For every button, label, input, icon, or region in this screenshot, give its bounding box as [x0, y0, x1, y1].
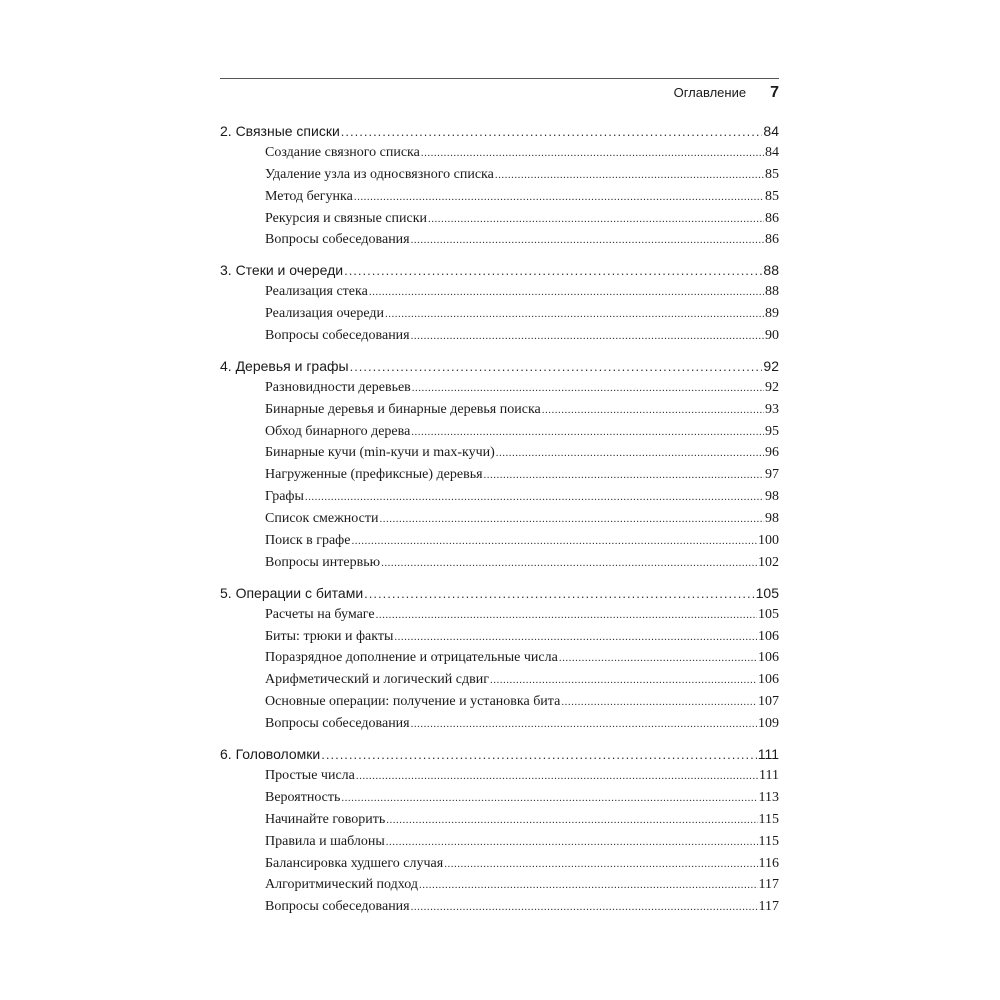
section-title: Создание связного списка	[265, 144, 420, 160]
dot-leader	[495, 169, 764, 181]
section-title: Арифметический и логический сдвиг	[265, 672, 489, 688]
dot-leader	[386, 814, 757, 826]
toc-chapter-entry[interactable]	[220, 358, 779, 380]
dot-leader	[354, 191, 764, 203]
section-page-number: 116	[758, 855, 779, 871]
dot-leader	[386, 836, 758, 848]
section-page-number: 97	[765, 467, 779, 483]
dot-leader	[385, 308, 764, 320]
toc-section-entry[interactable]	[220, 555, 779, 577]
section-page-number: 102	[758, 554, 779, 570]
toc-section-entry[interactable]	[220, 812, 779, 834]
section-page-number: 113	[758, 789, 779, 805]
dot-leader	[411, 901, 758, 913]
section-title: Вопросы собеседования	[265, 716, 410, 732]
toc-section-entry[interactable]	[220, 284, 779, 306]
dot-leader	[484, 469, 764, 481]
toc-chapter	[220, 262, 779, 350]
section-title: Бинарные деревья и бинарные деревья поиска	[265, 401, 541, 417]
chapter-page-number: 111	[757, 746, 779, 763]
chapter-page-number: 84	[763, 123, 779, 139]
section-page-number: 92	[765, 379, 779, 395]
section-title: Правила и шаблоны	[265, 833, 385, 849]
section-title: Вопросы интервью	[265, 554, 381, 570]
toc-section-entry[interactable]	[220, 834, 779, 856]
toc-chapter	[220, 746, 779, 921]
section-page-number: 115	[758, 811, 779, 827]
toc-section-entry[interactable]	[220, 445, 779, 467]
chapter-title: 6. Головоломки	[220, 746, 321, 763]
toc-section-entry[interactable]	[220, 380, 779, 402]
section-title: Обход бинарного дерева	[265, 423, 411, 439]
dot-leader	[411, 718, 757, 730]
section-title: Балансировка худшего случая	[265, 855, 444, 871]
dot-leader	[344, 263, 762, 278]
dot-leader	[356, 770, 758, 782]
toc-section-entry[interactable]	[220, 607, 779, 629]
section-title: Поразрядное дополнение и отрицательные числа	[265, 650, 558, 666]
section-title: Удаление узла из односвязного списка	[265, 166, 494, 182]
chapter-title: 3. Стеки и очереди	[220, 262, 344, 279]
toc-chapter-entry[interactable]	[220, 123, 779, 145]
chapter-title: 4. Деревья и графы	[220, 357, 349, 374]
section-page-number: 111	[759, 767, 779, 783]
toc-section-entry[interactable]	[220, 856, 779, 878]
section-title: Начинайте говорить	[265, 811, 386, 827]
toc-chapter	[220, 123, 779, 254]
section-page-number: 117	[758, 877, 779, 893]
section-title: Разновидности деревьев	[265, 379, 411, 395]
section-page-number: 86	[765, 232, 779, 248]
section-page-number: 96	[765, 445, 779, 461]
chapter-title: 2. Связные списки	[220, 123, 340, 139]
section-title: Алгоритмический подход	[265, 877, 418, 893]
toc-chapter-entry[interactable]	[220, 746, 779, 768]
toc-section-entry[interactable]	[220, 629, 779, 651]
section-title: Рекурсия и связные списки	[265, 210, 427, 226]
section-title: Метод бегунка	[265, 188, 353, 204]
dot-leader	[428, 213, 764, 225]
toc-section-entry[interactable]	[220, 167, 779, 189]
dot-leader	[351, 535, 757, 547]
toc-section-entry[interactable]	[220, 145, 779, 167]
section-page-number: 84	[765, 144, 779, 160]
section-title: Вероятность	[265, 789, 341, 805]
chapter-page-number: 105	[755, 584, 779, 601]
dot-leader	[561, 696, 757, 708]
section-title: Вопросы собеседования	[265, 899, 410, 915]
section-page-number: 105	[758, 606, 779, 622]
chapter-page-number: 88	[763, 262, 779, 279]
section-title: Вопросы собеседования	[265, 328, 410, 344]
section-page-number: 115	[758, 833, 779, 849]
dot-leader	[376, 609, 757, 621]
toc-section-entry[interactable]	[220, 328, 779, 350]
running-title: Оглавление	[673, 85, 747, 100]
toc-section-entry[interactable]	[220, 467, 779, 489]
dot-leader	[305, 491, 764, 503]
section-page-number: 106	[758, 628, 779, 644]
toc-section-entry[interactable]	[220, 877, 779, 899]
dot-leader	[381, 557, 757, 569]
toc-section-entry[interactable]	[220, 211, 779, 233]
section-page-number: 117	[758, 899, 779, 915]
toc-section-entry[interactable]	[220, 533, 779, 555]
dot-leader	[369, 286, 764, 298]
section-title: Простые числа	[265, 767, 355, 783]
running-header	[220, 84, 779, 108]
toc-chapter	[220, 358, 779, 577]
chapter-page-number: 92	[763, 357, 779, 374]
dot-leader	[341, 124, 763, 139]
section-page-number: 85	[765, 188, 779, 204]
section-page-number: 98	[765, 511, 779, 527]
dot-leader	[496, 447, 764, 459]
dot-leader	[341, 792, 757, 804]
toc-section-entry[interactable]	[220, 189, 779, 211]
toc-section-entry[interactable]	[220, 232, 779, 254]
toc-section-entry[interactable]	[220, 489, 779, 511]
page-number: 7	[770, 84, 779, 101]
section-page-number: 90	[765, 328, 779, 344]
section-page-number: 98	[765, 489, 779, 505]
header-rule	[220, 78, 779, 79]
section-title: Реализация очереди	[265, 306, 385, 322]
toc-chapter	[220, 585, 779, 738]
section-page-number: 88	[765, 284, 779, 300]
toc-section-entry[interactable]	[220, 716, 779, 738]
section-page-number: 85	[765, 166, 779, 182]
dot-leader	[419, 879, 758, 891]
section-title: Бинарные кучи (min-кучи и max-кучи)	[265, 445, 495, 461]
section-page-number: 109	[758, 716, 779, 732]
section-page-number: 107	[758, 694, 779, 710]
section-title: Поиск в графе	[265, 533, 351, 549]
toc-section-entry[interactable]	[220, 672, 779, 694]
toc-chapter-entry[interactable]	[220, 262, 779, 284]
toc-section-entry[interactable]	[220, 511, 779, 533]
toc-section-entry[interactable]	[220, 694, 779, 716]
section-page-number: 95	[765, 423, 779, 439]
toc-section-entry[interactable]	[220, 899, 779, 921]
section-page-number: 86	[765, 210, 779, 226]
dot-leader	[411, 330, 764, 342]
toc-section-entry[interactable]	[220, 402, 779, 424]
section-title: Расчеты на бумаге	[265, 606, 375, 622]
toc-section-entry[interactable]	[220, 424, 779, 446]
table-of-contents	[220, 123, 779, 929]
section-page-number: 106	[758, 650, 779, 666]
chapter-title: 5. Операции с битами	[220, 584, 364, 601]
section-title: Биты: трюки и факты	[265, 628, 394, 644]
section-page-number: 106	[758, 672, 779, 688]
toc-section-entry[interactable]	[220, 306, 779, 328]
dot-leader	[364, 586, 754, 601]
section-page-number: 93	[765, 401, 779, 417]
section-title: Нагруженные (префиксные) деревья	[265, 467, 483, 483]
toc-chapter-entry[interactable]	[220, 585, 779, 607]
dot-leader	[321, 747, 756, 762]
toc-section-entry[interactable]	[220, 650, 779, 672]
dot-leader	[350, 359, 763, 374]
section-title: Вопросы собеседования	[265, 232, 410, 248]
dot-leader	[411, 426, 764, 438]
dot-leader	[379, 513, 764, 525]
toc-section-entry[interactable]	[220, 768, 779, 790]
dot-leader	[542, 404, 764, 416]
section-page-number: 89	[765, 306, 779, 322]
section-title: Список смежности	[265, 511, 379, 527]
dot-leader	[412, 382, 764, 394]
dot-leader	[394, 631, 757, 643]
dot-leader	[444, 858, 757, 870]
section-title: Основные операции: получение и установка бита	[265, 694, 561, 710]
section-page-number: 100	[758, 533, 779, 549]
section-title: Реализация стека	[265, 284, 368, 300]
dot-leader	[559, 652, 757, 664]
dot-leader	[421, 147, 764, 159]
toc-section-entry[interactable]	[220, 790, 779, 812]
dot-leader	[490, 674, 757, 686]
dot-leader	[411, 234, 764, 246]
section-title: Графы	[265, 489, 304, 505]
